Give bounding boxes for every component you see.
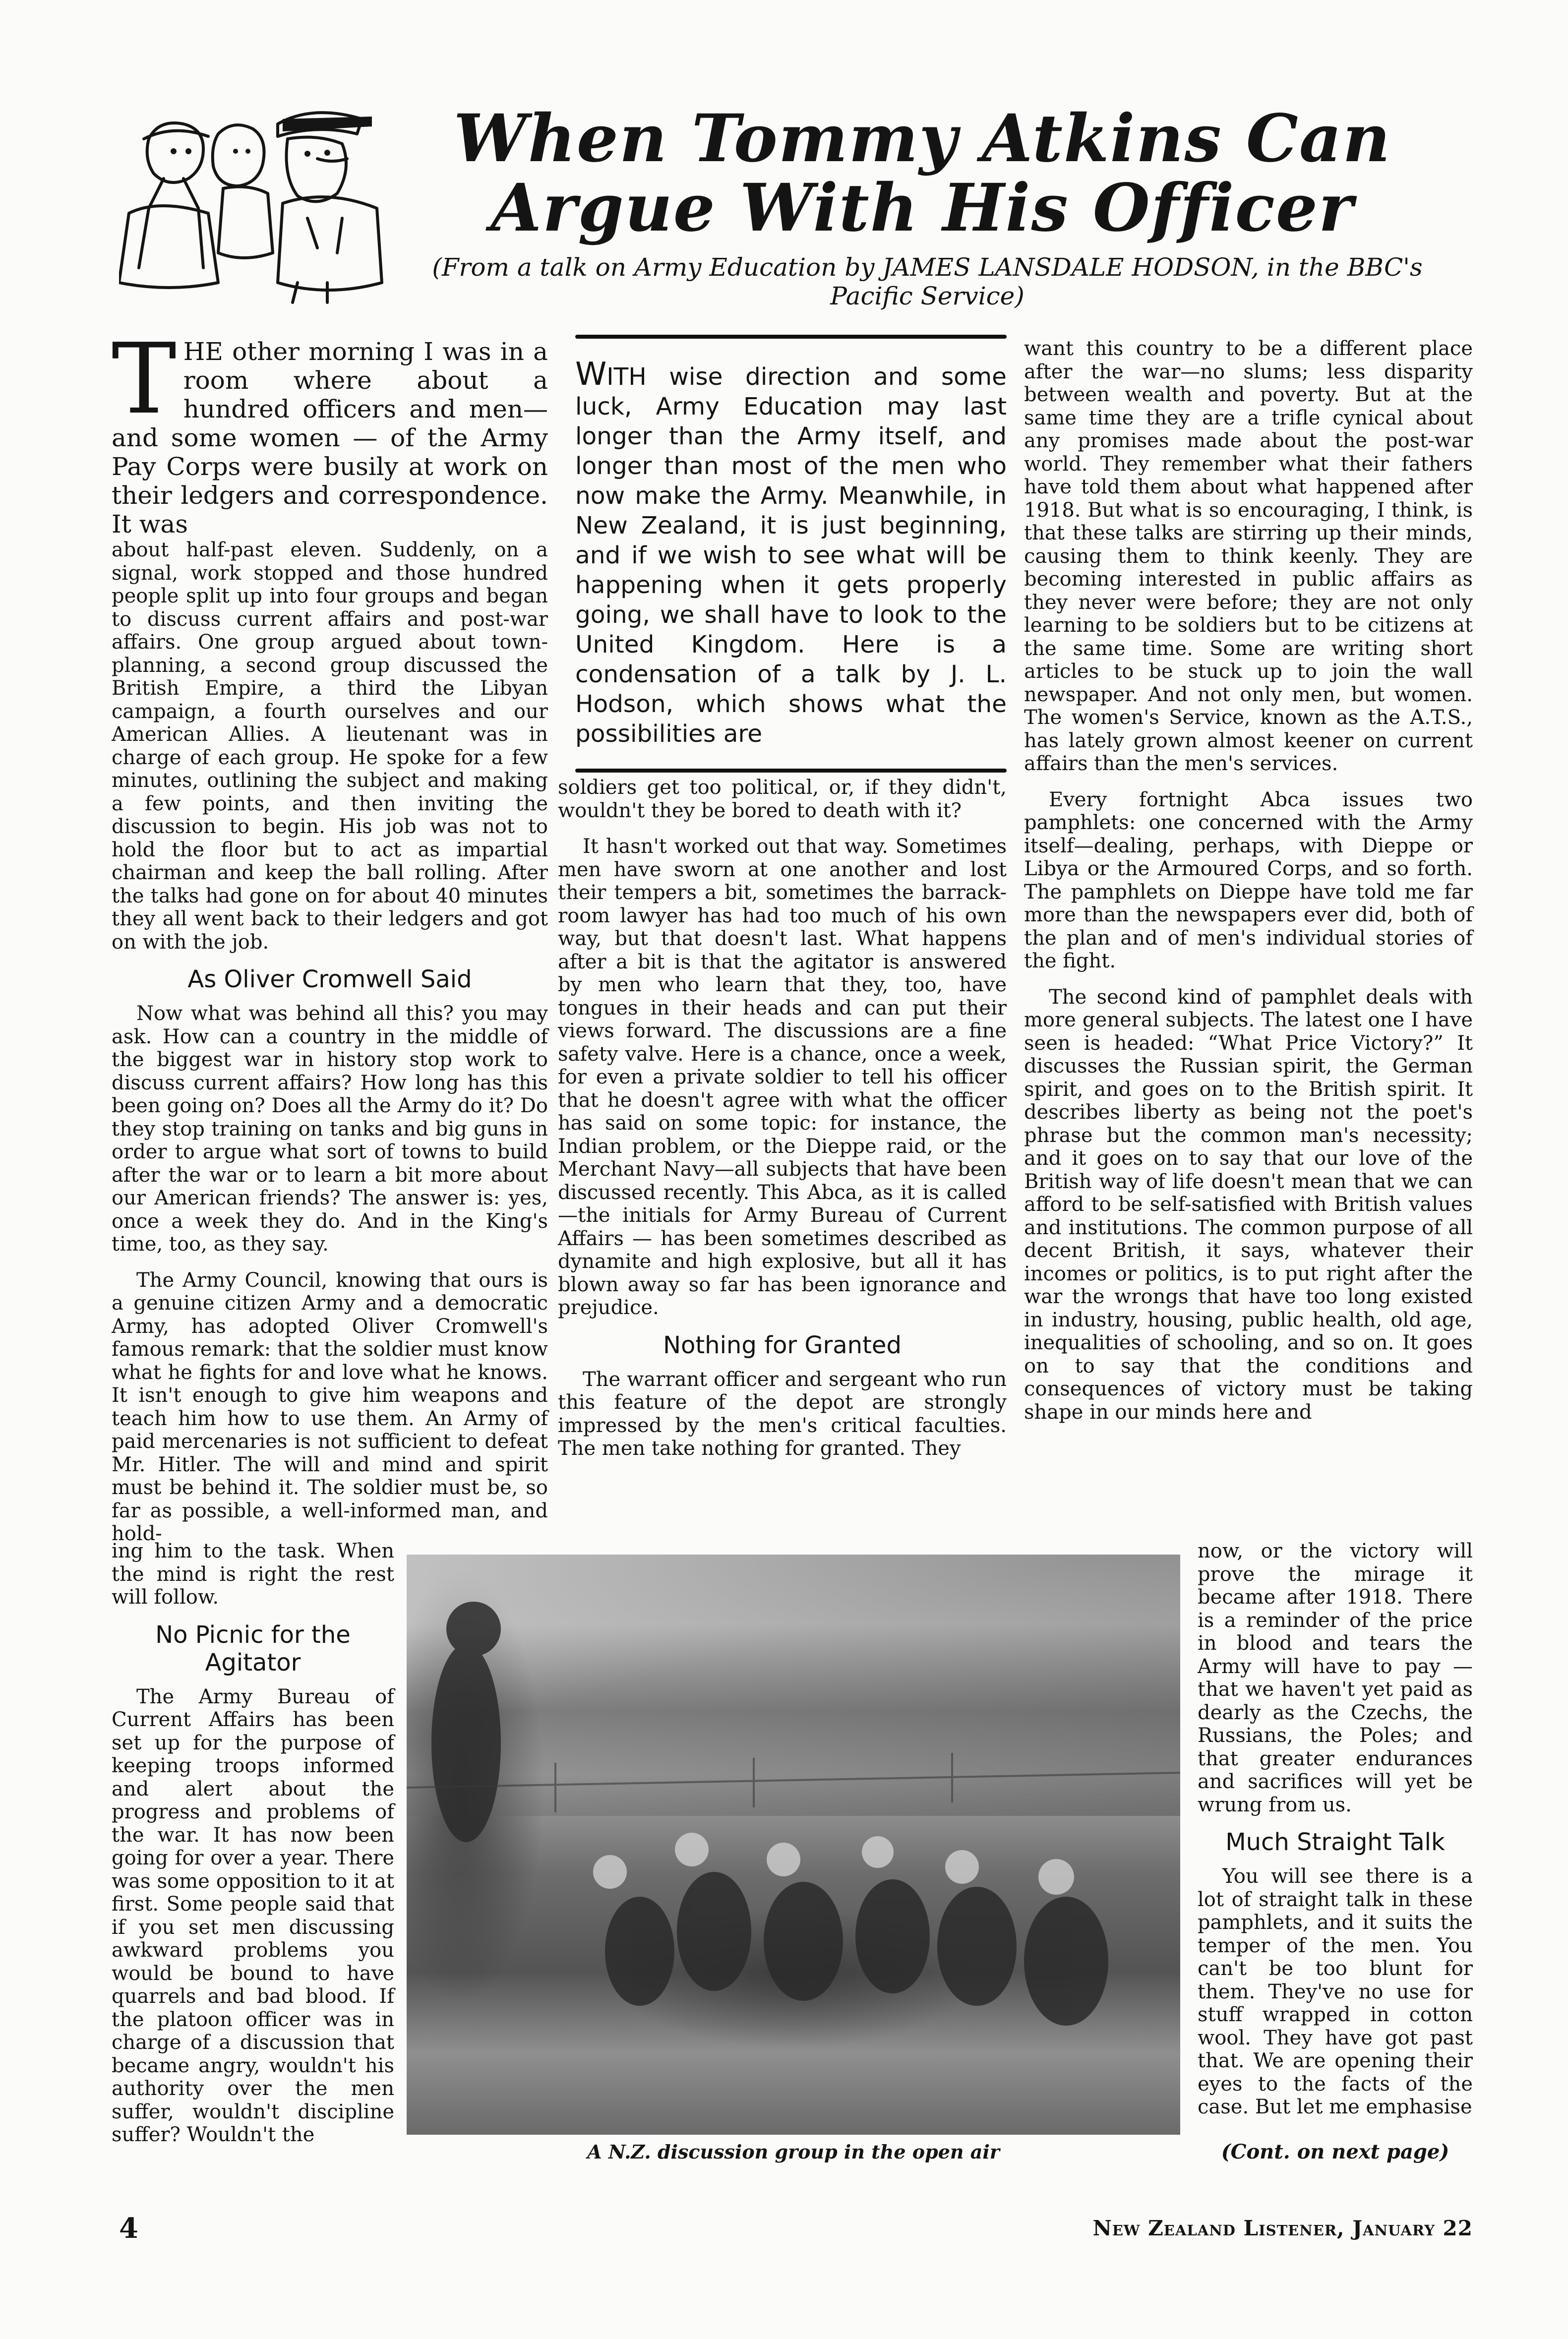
column-1 <box>112 323 548 1546</box>
lead-paragraph <box>112 323 548 539</box>
paragraph: Every fortnight Abca issues two pamphlets: one concerned with the Army itself—dealing, perhaps, with Dieppe or Libya or the Armoured Corps, and so forth. The pamphlets on Dieppe have told me far more than the newspapers ever did, both of the plan and of men's individual stories of the fight. <box>1024 788 1473 972</box>
paragraph: You will see there is a lot of straight talk in these pamphlets, and it suits the temper of the men. You can't be too blunt for them. They've no use for stuff wrapped in cotton wool. They have got past that. We are opening their eyes to the facts of the case. But let me emphasise <box>1198 1865 1473 2118</box>
intro-body: ITH wise direction and some luck, Army Education may last longer than the Army itself, and longer than most of the men who now make the Army. Meanwhile, in New Zealand, it is just beginning, and if we wish to see what will be happening when it gets properly going, we shall have to look to the United Kingdom. Here is a condensation of a talk by J. L. Hodson, which shows what the possibilities are <box>575 363 1007 748</box>
paragraph: soldiers get too political, or, if they didn't, wouldn't they be bored to death with it? <box>558 776 1007 822</box>
byline <box>387 253 1468 310</box>
paragraph: ing him to the task. When the mind is right the rest will follow. <box>112 1540 394 1609</box>
paragraph: The second kind of pamphlet deals with more general subjects. The latest one I have seen is headed: “What Price Victory?” It discusses the Russian spirit, the German spirit, and goes on to the British spirit. It describes liberty as being not the poet's phrase but the common man's necessity; and it goes on to say that our love of the British way of life doesn't mean that we can afford to be self-satisfied with British values and institutions. The common purpose of all decent British, it says, whatever their incomes or politics, is to put right after the war the wrongs that have too long existed in industry, housing, public health, old age, inequalities of schooling, and so on. It goes on to say that the conditions and consequences of victory must be taking shape in our minds here and <box>1024 985 1473 1424</box>
drop-cap: T <box>112 323 177 436</box>
paragraph: now, or the victory will prove the mirage it became after 1918. There is a reminder of the price in blood and tears the Army will have to pay — that we haven't yet paid as dearly as the Czechs, the Russians, the Poles; and that greater endurances and sacrifices will yet be wrung from us. <box>1198 1540 1473 1816</box>
photo-figures <box>407 1555 1180 2135</box>
subheading-nothing-for-granted: Nothing for Granted <box>663 1331 902 1359</box>
column-3-narrow <box>1198 1540 1473 2119</box>
rule-top <box>575 335 1007 339</box>
headline-line-1: When Tommy Atkins Can <box>453 100 1391 177</box>
rule-bottom <box>575 769 1007 773</box>
continued-note: (Cont. on next page) <box>1221 2140 1449 2163</box>
headline-line-2: Argue With His Officer <box>490 170 1354 246</box>
subheading-cromwell: As Oliver Cromwell Said <box>187 965 472 993</box>
paragraph: Now what was behind all this? you may ask. How can a country in the middle of the biggest war in history stop work to discuss current affairs? How long has this been going on? Does all the Army do it? Do they stop training on tanks and big guns in order to argue what sort of towns to build after the war or to learn a bit more about our American friends? The answer is: yes, once a week they do. And in the King's time, too, as they say. <box>112 1002 548 1256</box>
paragraph: It hasn't worked out that way. Sometimes men have sworn at one another and lost their tempers a bit, sometimes the barrack-room lawyer has had too much of his own way, but that doesn't last. What happens after a bit is that the agitator is answered by men who learn that they, too, have tongues in their heads and can put their views forward. The discussions are a fine safety valve. Here is a chance, once a week, for even a private soldier to tell his officer that he doesn't agree with what the officer has said on some topic: for instance, the Indian problem, or the Dieppe raid, or the Merchant Navy—all subjects that have been discussed recently. This Abca, as it is called —the initials for Army Bureau of Current Affairs — has been sometimes described as dynamite and high explosive, but all it has blown away so far has been ignorance and prejudice. <box>558 835 1007 1319</box>
page-number: 4 <box>119 2212 139 2245</box>
lead-text: HE other morning I was in a room where about a hundred officers and men—and some women — of the Army Pay Corps were busily at work on their ledgers and correspondence. It was <box>112 337 548 539</box>
paragraph: The warrant officer and sergeant who run this feature of the depot are strongly impressed by the men's critical faculties. The men take nothing for granted. They <box>558 1368 1007 1460</box>
intro-cap: W <box>575 356 607 393</box>
paragraph: The Army Council, knowing that ours is a genuine citizen Army and a democratic Army, has adopted Oliver Cromwell's famous remark: that the soldier must know what he fights for and love what he knows. It isn't enough to give him weapons and teach him how to use them. An Army of paid mercenaries is not sufficient to defeat Mr. Hitler. The will and mind and spirit must be behind it. The soldier must be, so far as possible, a well-informed man, and hold- <box>112 1268 548 1545</box>
column-1-narrow <box>112 1540 394 2147</box>
byline-line-1: (From a talk on Army Education by JAMES LANSDALE HODSON, in the BBC's <box>432 253 1423 282</box>
subheading-agitator: No Picnic for the Agitator <box>155 1620 351 1677</box>
column-2-intro-box <box>575 335 1007 773</box>
column-3 <box>1024 337 1473 1424</box>
photo-caption: A N.Z. discussion group in the open air <box>587 2141 1000 2163</box>
paragraph: about half-past eleven. Suddenly, on a signal, work stopped and those hundred people split up into four groups and began to discuss current affairs and post-war affairs. One group argued about town-planning, a second group discussed the British Empire, a third the Libyan campaign, a fourth ourselves and our American Allies. A lieutenant was in charge of each group. He spoke for a few minutes, outlining the subject and making a few points, and then inviting the discussion to begin. His job was not to hold the floor but to act as impartial chairman and keep the ball rolling. After the talks had gone on for about 40 minutes they all went back to their ledgers and got on with the job. <box>112 539 548 954</box>
cartoon-soldiers-illustration <box>119 104 397 307</box>
column-2 <box>558 776 1007 1460</box>
subheading-straight-talk: Much Straight Talk <box>1225 1828 1445 1856</box>
intro-text <box>575 356 1007 749</box>
masthead-footer: New Zealand Listener, January 22 <box>1092 2216 1473 2240</box>
byline-line-2: Pacific Service) <box>830 282 1025 310</box>
paragraph: The Army Bureau of Current Affairs has been set up for the purpose of keeping troops informed and alert about the progress and problems of the war. It has now been going for over a year. There was some opposition to it at first. Some people said that if you set men discussing awkward problems you would be bound to have quarrels and bad blood. If the platoon officer was in charge of a discussion that became angry, wouldn't his authority over the men suffer, wouldn't discipline suffer? Wouldn't the <box>112 1685 394 2146</box>
headline <box>387 100 1458 246</box>
discussion-group-photo <box>407 1555 1180 2135</box>
paragraph: want this country to be a different place after the war—no slums; less disparity between wealth and poverty. But at the same time they are a trifle cynical about any promises made about the post-war world. They remember what their fathers have told them about what happened after 1918. But what is so encouraging, I think, is that these talks are stirring up their minds, causing them to think keenly. They are becoming interested in public affairs as they never were before; they are not only learning to be soldiers but to be citizens at the same time. Some are writing short articles to be stuck up to join the wall newspaper. And not only men, but women. The women's Service, known as the A.T.S., has lately grown almost keener on current affairs than the men's services. <box>1024 337 1473 775</box>
